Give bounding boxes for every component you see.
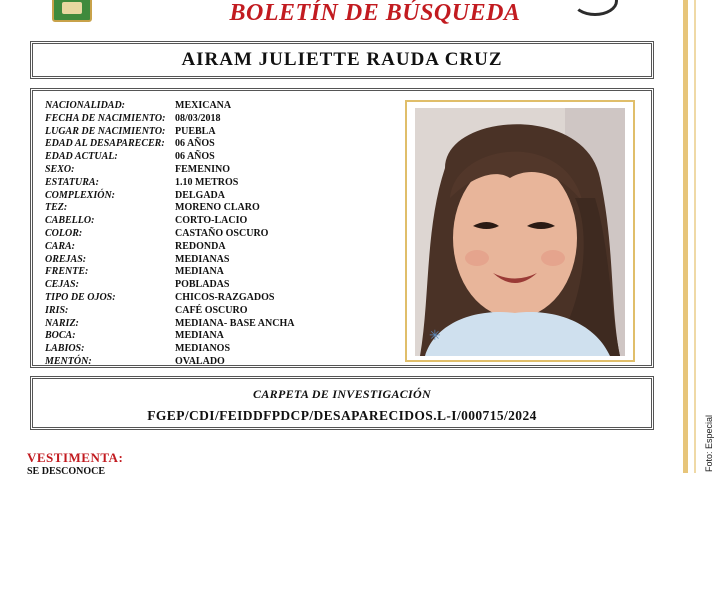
detail-value: DELGADA — [175, 189, 226, 201]
clothing-value: SE DESCONOCE — [27, 466, 106, 477]
detail-value: MORENO CLARO — [175, 202, 260, 214]
investigation-title: CARPETA DE INVESTIGACIÓN — [253, 387, 431, 401]
detail-row — [45, 113, 294, 126]
detail-label: EDAD ACTUAL: — [45, 151, 118, 163]
detail-label: FRENTE: — [45, 266, 89, 278]
clothing-label: VESTIMENTA: — [27, 450, 124, 465]
bulletin-title: BOLETÍN DE BÚSQUEDA — [229, 0, 521, 26]
detail-row — [45, 279, 294, 292]
detail-value: FEMENINO — [175, 163, 230, 175]
detail-row — [45, 318, 294, 331]
detail-label: TIPO DE OJOS: — [45, 291, 116, 303]
detail-value: PUEBLA — [175, 125, 216, 137]
detail-label: CABELLO: — [45, 215, 95, 227]
person-name-box — [30, 41, 654, 79]
detail-label: CARA: — [45, 240, 76, 252]
detail-value: MEXICANA — [175, 100, 232, 111]
detail-row — [45, 126, 294, 139]
decorative-gold-line-thin — [694, 0, 696, 473]
detail-label: TEZ: — [45, 202, 68, 214]
detail-value: MEDIANA — [175, 266, 224, 278]
detail-label: LUGAR DE NACIMIENTO: — [45, 125, 166, 137]
detail-value: CORTO-LACIO — [175, 215, 248, 227]
detail-value: 08/03/2018 — [175, 112, 221, 124]
detail-row — [45, 292, 294, 305]
details-panel — [30, 88, 654, 368]
detail-row — [45, 190, 294, 203]
missing-person-photo — [415, 108, 625, 356]
detail-label: ESTATURA: — [45, 176, 99, 188]
detail-value: MEDIANAS — [175, 253, 230, 265]
detail-value: MEDIANOS — [175, 343, 231, 355]
detail-row — [45, 305, 294, 318]
detail-row — [45, 343, 294, 356]
detail-row — [45, 100, 294, 113]
svg-text:✳: ✳ — [429, 329, 441, 344]
detail-value: CHICOS-RAZGADOS — [175, 291, 275, 303]
detail-value: MEDIANA- BASE ANCHA — [175, 317, 295, 329]
detail-row — [45, 254, 294, 267]
investigation-folder-box — [30, 376, 654, 430]
detail-row — [45, 228, 294, 241]
detail-label: COLOR: — [45, 227, 83, 239]
detail-row — [45, 215, 294, 228]
detail-row — [45, 202, 294, 215]
detail-value: 06 AÑOS — [175, 151, 215, 163]
decorative-gold-line — [683, 0, 688, 473]
detail-value: CASTAÑO OSCURO — [175, 227, 269, 239]
details-list — [45, 100, 294, 369]
detail-value: REDONDA — [175, 240, 226, 252]
detail-label: MENTÓN: — [45, 355, 92, 367]
detail-label: CEJAS: — [45, 279, 79, 291]
detail-label: FECHA DE NACIMIENTO: — [45, 112, 166, 124]
detail-label: SEXO: — [45, 163, 75, 175]
detail-row — [45, 330, 294, 343]
detail-row — [45, 138, 294, 151]
detail-label: LABIOS: — [45, 343, 85, 355]
detail-label: COMPLEXIÓN: — [45, 189, 116, 201]
detail-value: CAFÉ OSCURO — [175, 304, 248, 316]
detail-value: 1.10 METROS — [175, 176, 239, 188]
detail-value: 06 AÑOS — [175, 138, 215, 150]
detail-label: EDAD AL DESAPARECER: — [45, 138, 165, 150]
detail-row — [45, 241, 294, 254]
detail-row — [45, 356, 294, 369]
detail-row — [45, 177, 294, 190]
detail-value: POBLADAS — [175, 279, 230, 291]
detail-row — [45, 164, 294, 177]
photo-credit: Foto: Especial — [704, 414, 714, 472]
detail-value: OVALADO — [175, 355, 225, 367]
detail-row — [45, 151, 294, 164]
detail-label: BOCA: — [45, 330, 76, 342]
detail-value: MEDIANA — [175, 330, 224, 342]
detail-label: NARIZ: — [45, 317, 79, 329]
detail-label: NACIONALIDAD: — [45, 100, 126, 111]
detail-label: IRIS: — [45, 304, 69, 316]
detail-label: OREJAS: — [45, 253, 87, 265]
person-name: AIRAM JULIETTE RAUDA CRUZ — [181, 49, 503, 70]
detail-row — [45, 266, 294, 279]
investigation-number: FGEP/CDI/FEIDDFPDCP/DESAPARECIDOS.L-I/000715/2024 — [147, 408, 537, 423]
